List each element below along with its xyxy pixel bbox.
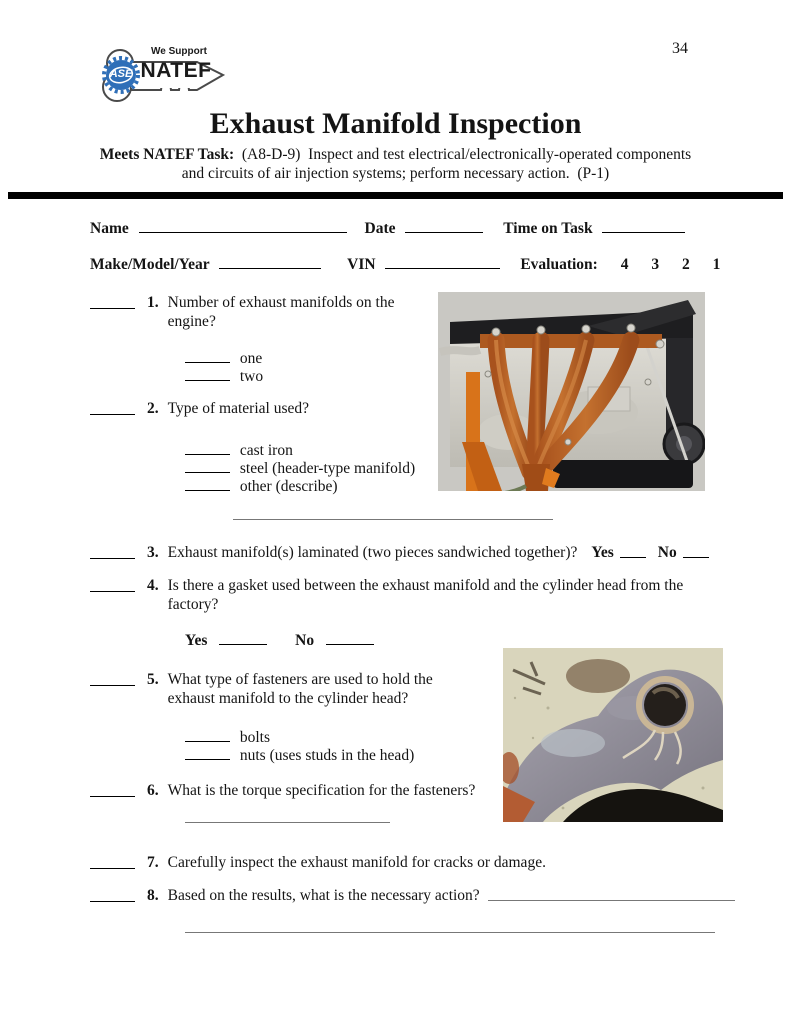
q8-text: Based on the results, what is the necessary action?: [167, 887, 480, 904]
q4-yes-label: Yes: [185, 632, 208, 649]
name-label: Name: [90, 220, 129, 237]
page-title: Exhaust Manifold Inspection: [209, 107, 582, 140]
ase-gear-label: ASE: [109, 68, 133, 80]
coolant-pipe: [440, 350, 480, 352]
question-3: [90, 543, 709, 562]
q4-score-blank: [90, 576, 135, 592]
q2-cast-iron-label: cast iron: [239, 442, 293, 459]
q3-score-blank: [90, 543, 135, 559]
header-divider-rule: [8, 192, 783, 199]
q2-option-steel: [185, 458, 415, 478]
q3-no-label: No: [657, 544, 677, 561]
oil-pan: [553, 460, 693, 488]
engine-exhaust-manifold-photo: [438, 292, 705, 491]
q4-text: Is there a gasket used between the exhaust manifold and the cylinder head from the factory?: [167, 577, 684, 613]
q2-option-cast-iron: [185, 440, 293, 460]
q7-text: Carefully inspect the exhaust manifold for cracks or damage.: [167, 854, 546, 871]
evaluation-score-4: 4: [620, 256, 629, 273]
evaluation-score-2: 2: [681, 256, 690, 273]
question-8: [90, 886, 735, 905]
q2-other-blank: [185, 476, 230, 491]
q5-nuts-label: nuts (uses studs in the head): [239, 747, 415, 764]
q1-option-two: [185, 366, 263, 386]
q4-yes-blank: [219, 630, 267, 645]
logo-org-text: NATEF: [140, 59, 212, 82]
task-text: (A8-D-9) Inspect and test electrical/electronically-operated components: [234, 146, 692, 163]
info-row-vehicle: [90, 254, 720, 274]
q7-number: 7.: [147, 854, 159, 871]
q5-number: 5.: [147, 671, 159, 688]
name-blank: [139, 218, 347, 233]
q3-yes-blank: [620, 543, 646, 558]
q6-answer-line: [185, 808, 390, 823]
time-on-task-label: Time on Task: [503, 220, 593, 237]
task-label: Meets NATEF Task:: [99, 146, 235, 163]
q2-describe-answer-line: [233, 505, 553, 520]
q6-number: 6.: [147, 782, 159, 799]
q4-number: 4.: [147, 577, 159, 594]
question-1: [90, 293, 406, 331]
q6-text: What is the torque specification for the fasteners?: [167, 782, 476, 799]
question-5: [90, 670, 483, 708]
q2-cast-iron-blank: [185, 440, 230, 455]
question-2: [90, 399, 309, 418]
q3-text: Exhaust manifold(s) laminated (two pieces sandwiched together)?: [167, 544, 578, 561]
make-model-year-label: Make/Model/Year: [90, 256, 210, 273]
q4-no-label: No: [295, 632, 315, 649]
q2-text: Type of material used?: [167, 400, 309, 417]
time-on-task-blank: [602, 218, 685, 233]
logo-support-text: We Support: [151, 46, 207, 57]
date-blank: [405, 218, 483, 233]
info-row-name-date: [90, 218, 685, 238]
evaluation-label: Evaluation:: [520, 256, 598, 273]
q5-text: What type of fasteners are used to hold the exhaust manifold to the cylinder head?: [167, 671, 433, 707]
date-label: Date: [364, 220, 396, 237]
q1-number: 1.: [147, 294, 159, 311]
q5-bolts-blank: [185, 727, 230, 742]
q1-two-blank: [185, 366, 230, 381]
q8-answer-line-1: [488, 886, 735, 901]
q1-one-blank: [185, 348, 230, 363]
q5-option-nuts: [185, 745, 414, 765]
q1-two-label: two: [239, 368, 264, 385]
q8-number: 8.: [147, 887, 159, 904]
q5-option-bolts: [185, 727, 270, 747]
q2-steel-blank: [185, 458, 230, 473]
q2-number: 2.: [147, 400, 159, 417]
q8-answer-line-2: [185, 918, 715, 933]
q1-score-blank: [90, 293, 135, 309]
q3-number: 3.: [147, 544, 159, 561]
make-model-year-blank: [219, 254, 321, 269]
q5-score-blank: [90, 670, 135, 686]
manifold-upper-boss: [566, 659, 630, 693]
q3-yes-label: Yes: [591, 544, 614, 561]
q2-other-label: other (describe): [239, 478, 338, 495]
page-number: 34: [672, 40, 688, 57]
question-7: [90, 853, 546, 872]
vin-label: VIN: [347, 256, 376, 273]
evaluation-score-3: 3: [651, 256, 660, 273]
q2-score-blank: [90, 399, 135, 415]
q8-score-blank: [90, 886, 135, 902]
natef-logo: [95, 44, 225, 106]
q4-yes-no-row: [185, 630, 374, 650]
question-4: [90, 576, 703, 614]
natef-task-line2: and circuits of air injection systems; perform necessary action. (P-1): [181, 165, 610, 182]
question-6: [90, 781, 475, 800]
natef-task-line1: [0, 146, 791, 164]
q4-no-blank: [326, 630, 374, 645]
q2-option-other: [185, 476, 338, 496]
q3-no-blank: [683, 543, 709, 558]
evaluation-score-1: 1: [712, 256, 721, 273]
q7-score-blank: [90, 853, 135, 869]
vin-blank: [385, 254, 500, 269]
q2-steel-label: steel (header-type manifold): [239, 460, 416, 477]
q6-score-blank: [90, 781, 135, 797]
q1-text: Number of exhaust manifolds on the engine?: [167, 294, 395, 330]
q5-nuts-blank: [185, 745, 230, 760]
q1-one-label: one: [239, 350, 263, 367]
manifold-crack-closeup-photo: [503, 648, 723, 822]
q5-bolts-label: bolts: [239, 729, 271, 746]
q1-option-one: [185, 348, 262, 368]
